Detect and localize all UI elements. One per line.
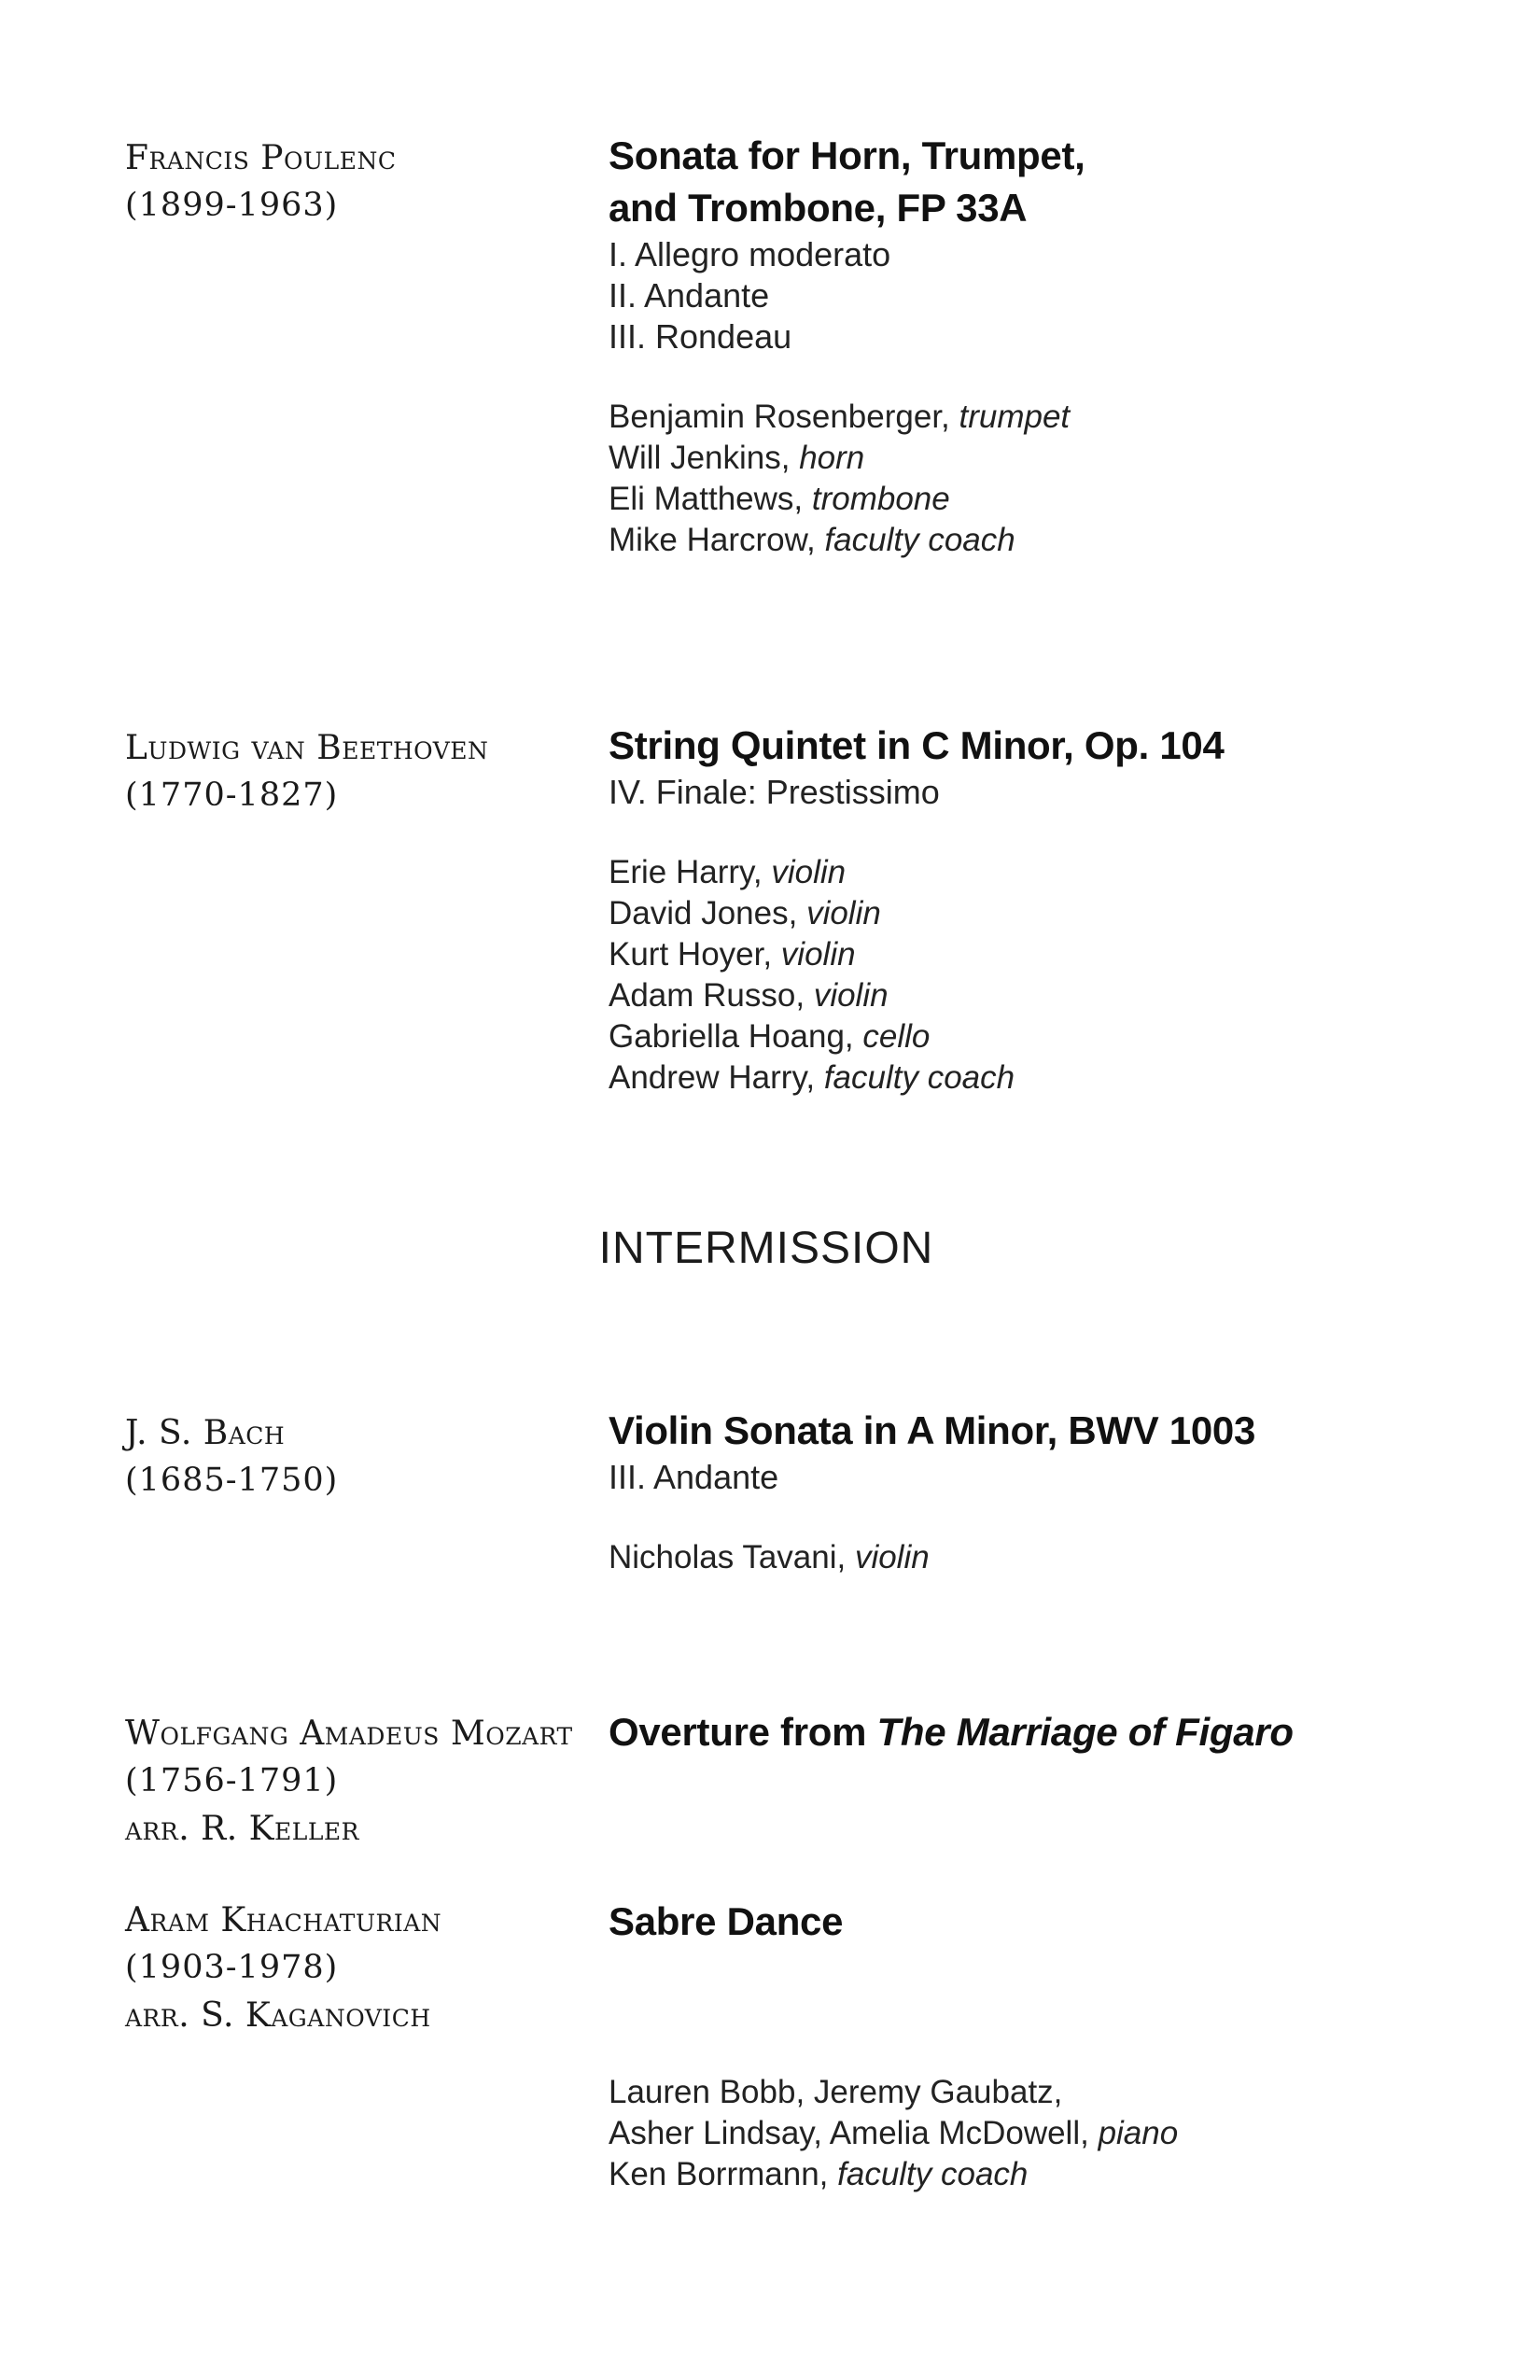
piece-title: String Quintet in C Minor, Op. 104 — [609, 723, 1225, 767]
composer-name: Ludwig van Beethoven — [125, 729, 489, 767]
performer — [609, 2154, 1178, 2195]
intermission-label: INTERMISSION — [598, 1224, 934, 1273]
performer-name: Nicholas Tavani, — [609, 1539, 855, 1575]
performer-name: Eli Matthews, — [609, 481, 812, 517]
performer — [609, 934, 1225, 975]
composer-block-khachaturian — [125, 1897, 441, 2039]
performer-name: Erie Harry, — [609, 854, 772, 890]
performer: Lauren Bobb, Jeremy Gaubatz, — [609, 2074, 1063, 2110]
performer-role: piano — [1098, 2115, 1179, 2151]
piece-block-poulenc — [609, 130, 1085, 561]
composer-dates: (1903-1978) — [125, 1949, 339, 1986]
performer-role: faculty coach — [837, 2156, 1029, 2192]
composer-block-bach — [125, 1409, 338, 1505]
arranger: arr. R. Keller — [125, 1810, 359, 1848]
performer-role: horn — [799, 440, 865, 476]
composer-name: Francis Poulenc — [125, 139, 397, 177]
performer — [609, 1057, 1225, 1099]
performer-name: Adam Russo, — [609, 977, 814, 1014]
performer-name: Ken Borrmann, — [609, 2156, 838, 2192]
performer-role: violin — [813, 977, 889, 1014]
performer-name: Andrew Harry, — [609, 1059, 824, 1096]
piece-title: Violin Sonata in A Minor, BWV 1003 — [609, 1408, 1256, 1452]
piece-title-prefix: Overture from — [609, 1710, 877, 1754]
piece-title-line-2: and Trombone, FP 33A — [609, 186, 1028, 230]
piece-block-beethoven — [609, 720, 1225, 1099]
piece-block-bach — [609, 1405, 1255, 1578]
composer-dates: (1756-1791) — [125, 1762, 339, 1799]
composer-block-beethoven — [125, 724, 488, 819]
performer — [609, 975, 1225, 1016]
intermission-heading — [0, 1223, 1540, 1274]
piece-title-italic: The Marriage of Figaro — [876, 1710, 1294, 1754]
performer — [609, 852, 1225, 893]
composer-dates: (1899-1963) — [125, 187, 339, 224]
composer-block-mozart — [125, 1710, 573, 1853]
piece-title-line-1: Sonata for Horn, Trumpet, — [609, 133, 1085, 177]
performer — [609, 1016, 1225, 1057]
performer — [609, 893, 1225, 934]
composer-block-poulenc — [125, 134, 396, 230]
performer — [609, 2113, 1178, 2154]
movement: III. Rondeau — [609, 317, 792, 356]
performer-name: Gabriella Hoang, — [609, 1018, 863, 1055]
arranger: arr. S. Kaganovich — [125, 1996, 431, 2035]
performer-name: Kurt Hoyer, — [609, 936, 781, 973]
performer-name: Asher Lindsay, Amelia McDowell, — [609, 2115, 1099, 2151]
composer-dates: (1685-1750) — [125, 1462, 339, 1499]
performer-role: violin — [854, 1539, 930, 1575]
piece-title — [609, 1706, 1294, 1758]
performer — [609, 397, 1085, 438]
piece-title: Sabre Dance — [609, 1899, 844, 1943]
performer — [609, 479, 1085, 520]
performer-role: violin — [771, 854, 847, 890]
movement: III. Andante — [609, 1458, 779, 1496]
performer — [609, 1537, 1255, 1578]
piece-block-khachaturian — [609, 1896, 843, 1948]
composer-name: Wolfgang Amadeus Mozart — [125, 1715, 573, 1753]
performer — [609, 438, 1085, 479]
movement: II. Andante — [609, 276, 770, 315]
performers-block-khachaturian — [609, 2072, 1178, 2195]
performer-role: faculty coach — [823, 1059, 1015, 1096]
performer-name: Mike Harcrow, — [609, 522, 825, 558]
performer-role: faculty coach — [824, 522, 1015, 558]
movement: IV. Finale: Prestissimo — [609, 773, 940, 811]
performer-role: trumpet — [959, 399, 1071, 435]
performer — [609, 520, 1085, 561]
composer-name: Aram Khachaturian — [125, 1901, 442, 1939]
performer-name: Will Jenkins, — [609, 440, 800, 476]
piece-block-mozart — [609, 1706, 1294, 1758]
composer-dates: (1770-1827) — [125, 777, 339, 814]
performer-role: violin — [806, 895, 881, 931]
performer-role: trombone — [811, 481, 950, 517]
performer-role: cello — [862, 1018, 931, 1055]
composer-name: J. S. Bach — [125, 1414, 286, 1452]
performer-name: David Jones, — [609, 895, 807, 931]
performer-role: violin — [780, 936, 856, 973]
movement: I. Allegro moderato — [609, 235, 891, 273]
performer-name: Benjamin Rosenberger, — [609, 399, 959, 435]
